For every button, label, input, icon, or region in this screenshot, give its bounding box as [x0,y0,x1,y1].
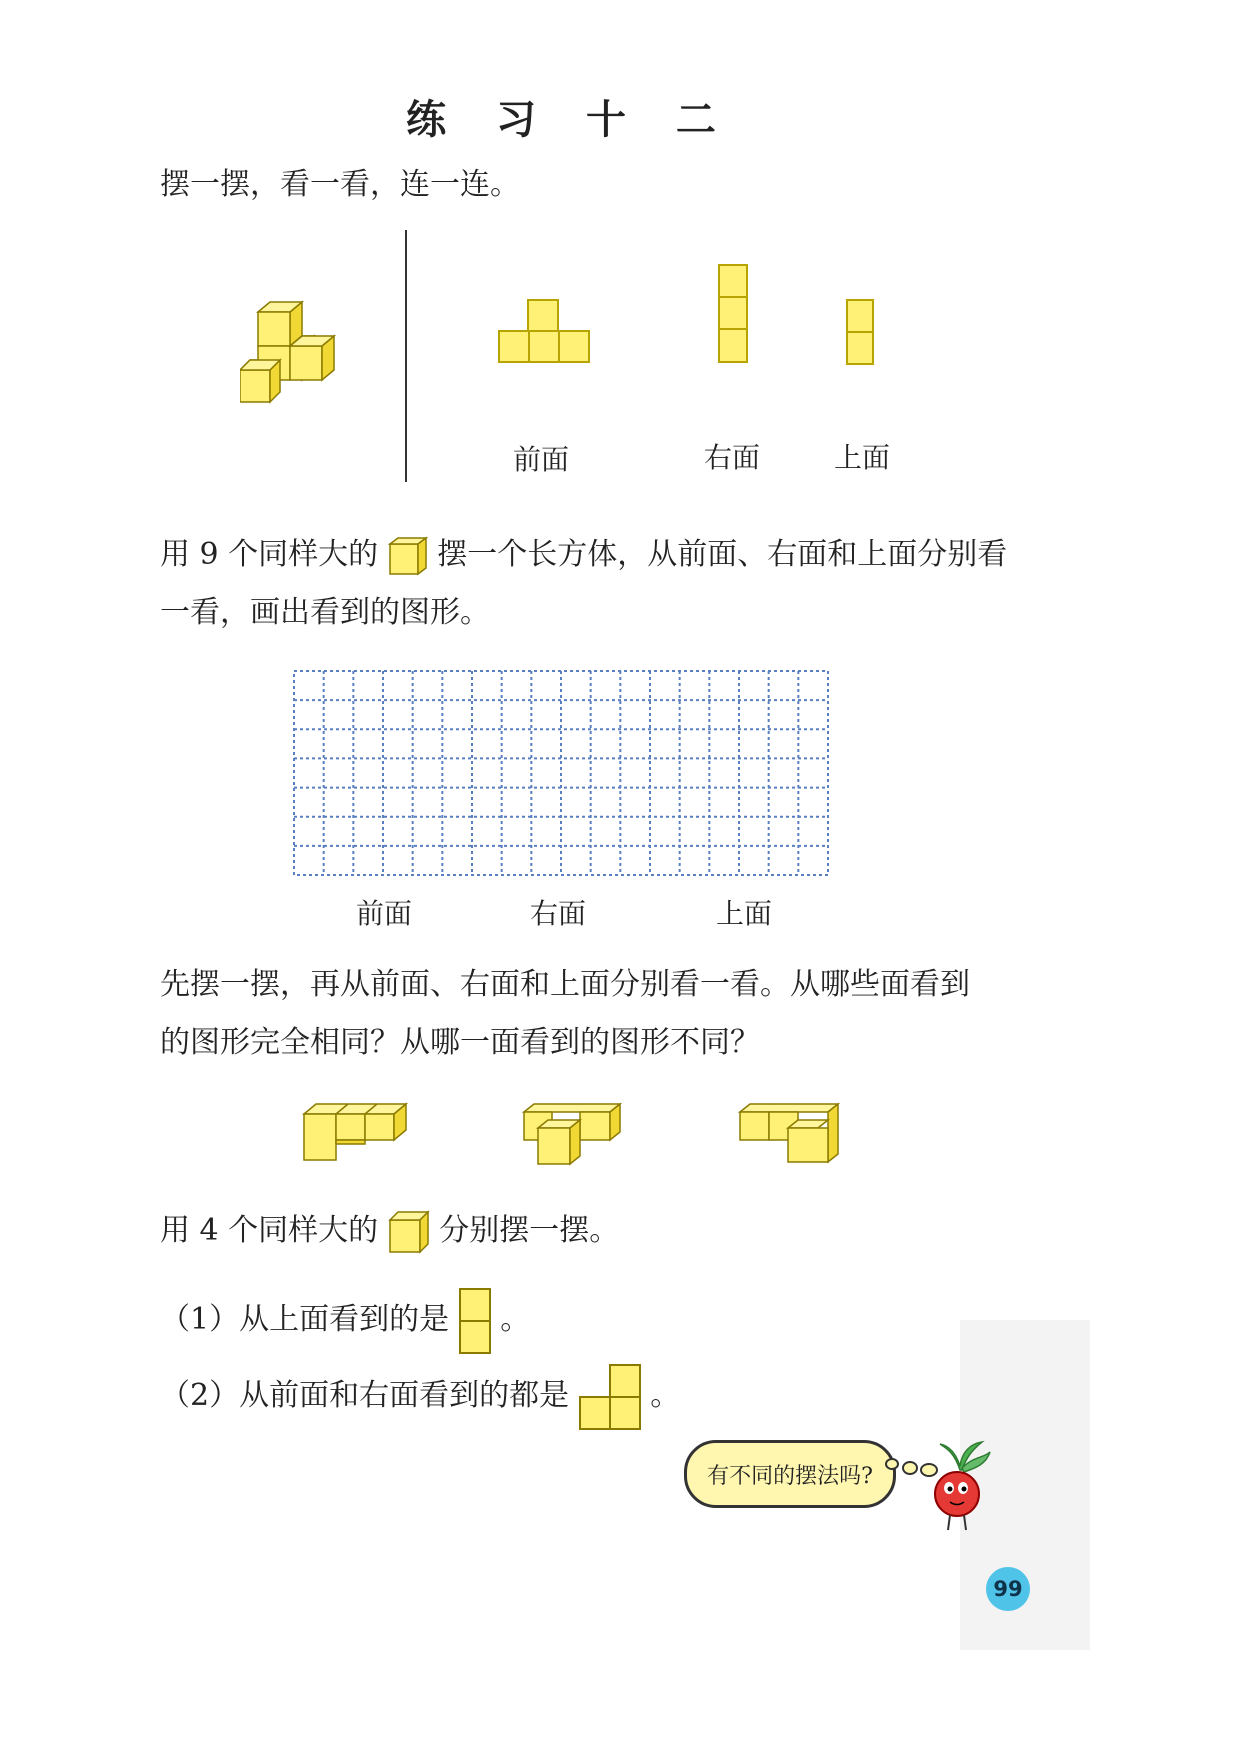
q4-front-right-view-shape [579,1364,641,1430]
radish-mascot-icon [924,1440,994,1540]
q1-view-front-shape [498,298,590,364]
q2-line1-text-b: 摆一个长方体，从前面、右面和上面分别看 [437,537,1008,572]
q4-sub1 [160,1288,530,1354]
q3-figure-2 [522,1100,624,1166]
q2-drawing-grid [293,670,829,876]
page-number-badge [986,1567,1030,1611]
q4-sub2 [160,1364,680,1430]
q3-figure-3 [738,1100,842,1166]
q4-line1-text-a: 用 4 个同样大的 [160,1213,379,1248]
q2-label-right: 右面 [530,897,587,930]
q4-top-view-shape [459,1288,491,1354]
page-title: 练 习 十 二 [406,96,734,143]
q3-line2: 的图形完全相同？从哪一面看到的图形不同？ [160,1025,760,1060]
q1-prompt: 摆一摆，看一看，连一连。 [160,167,520,202]
speech-bubble-text: 有不同的摆法吗? [707,1463,873,1489]
q2-label-front: 前面 [356,897,413,930]
cube-icon [388,1210,430,1254]
q4-sub2-text: （2）从前面和右面看到的都是 [160,1378,570,1413]
q1-label-front: 前面 [513,443,570,476]
q4-sub1-text: （1）从上面看到的是 [160,1302,450,1337]
q2-label-top: 上面 [716,897,773,930]
q1-divider [405,230,407,482]
page-number: 99 [993,1577,1023,1601]
q1-view-short-shape [846,299,874,365]
q2-line1-text-a: 用 9 个同样大的 [160,537,379,572]
q2-line2: 一看，画出看到的图形。 [160,595,490,630]
q4-sub2-end: 。 [650,1378,681,1413]
q4-sub1-end: 。 [500,1302,531,1337]
q3-figure-1 [302,1100,412,1162]
q1-solid-figure [240,300,340,410]
cube-icon [388,536,428,576]
q3-line1: 先摆一摆，再从前面、右面和上面分别看一看。从哪些面看到 [160,967,970,1002]
q1-label-top: 上面 [834,441,891,474]
q2-line1 [160,536,1007,576]
q1-label-right: 右面 [704,441,761,474]
q4-line1-text-b: 分别摆一摆。 [439,1213,620,1248]
speech-bubble [684,1440,896,1508]
q4-line1 [160,1210,619,1254]
q1-view-tall-shape [718,264,748,364]
